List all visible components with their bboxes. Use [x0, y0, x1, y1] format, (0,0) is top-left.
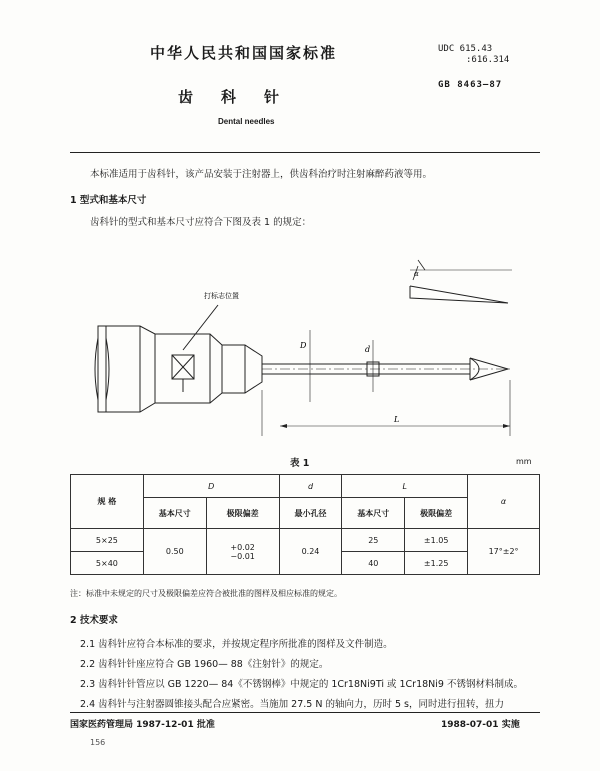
section2-item: 2.2 齿科针针座应符合 GB 1960— 88《注射针》的规定。 — [80, 659, 329, 670]
angle-label: α — [414, 270, 419, 278]
sub-basic: 基本尺寸 — [143, 498, 206, 529]
approved-date: 国家医药管理局 1987-12-01 批准 — [70, 720, 215, 730]
page-number: 156 — [90, 738, 106, 747]
sub-basic-L: 基本尺寸 — [342, 498, 405, 529]
table-unit: mm — [516, 457, 532, 466]
udc-line-1: UDC 615.43 — [438, 44, 493, 54]
section1-heading: 1 型式和基本尺寸 — [70, 195, 147, 206]
D-basic: 0.50 — [143, 529, 206, 575]
mark-label: 打标志位置 — [204, 292, 239, 300]
gb-number: GB 8463—87 — [438, 80, 503, 90]
row-spec: 5×25 — [71, 529, 144, 552]
doc-title-en: Dental needles — [218, 117, 275, 126]
table-row — [71, 529, 540, 552]
section2-item: 2.4 齿科针与注射器圆锥接头配合应紧密。当施加 27.5 N 的轴向力，历时 5 s，同时进行扭转，扭力 — [80, 699, 504, 710]
effective-date: 1988-07-01 实施 — [441, 720, 520, 730]
udc-line-2: :616.314 — [466, 55, 510, 65]
D-tol-upper: +0.02 — [230, 542, 255, 552]
dim-D-label: D — [300, 341, 307, 350]
L-basic: 25 — [342, 529, 405, 552]
L-tol: ±1.25 — [405, 552, 468, 575]
table-caption: 表 1 — [290, 458, 310, 469]
col-spec: 规 格 — [71, 475, 144, 529]
table-note: 注：标准中未规定的尺寸及极限偏差应符合被批准的图样及相应标准的规定。 — [70, 589, 342, 598]
doc-title-cn: 齿科针 — [178, 88, 308, 106]
col-d: d — [279, 475, 342, 498]
section2-item: 2.1 齿科针应符合本标准的要求，并按规定程序所批准的图样及文件制造。 — [80, 639, 393, 650]
intro-text: 本标准适用于齿科针，该产品安装于注射器上，供齿科治疗时注射麻醉药液等用。 — [90, 169, 433, 180]
section2-heading: 2 技术要求 — [70, 615, 118, 626]
footer-rule — [70, 712, 540, 713]
sub-min-bore: 最小孔径 — [279, 498, 342, 529]
L-tol: ±1.05 — [405, 529, 468, 552]
sub-tolerance-L: 极限偏差 — [405, 498, 468, 529]
col-alpha: α — [468, 475, 540, 529]
section2-item: 2.3 齿科针针管应以 GB 1220— 84《不锈钢棒》中规定的 1Cr18Ni9Ti 或 1Cr18Ni9 不锈钢材料制成。 — [80, 679, 523, 690]
d-min: 0.24 — [279, 529, 342, 575]
dim-L-label: L — [394, 415, 400, 424]
D-tol-lower: −0.01 — [230, 551, 255, 561]
section1-text: 齿科针的型式和基本尺寸应符合下图及表 1 的规定： — [90, 217, 312, 228]
col-L: L — [342, 475, 468, 498]
spec-table — [70, 474, 540, 575]
sub-tolerance: 极限偏差 — [206, 498, 279, 529]
row-spec: 5×40 — [71, 552, 144, 575]
col-D: D — [143, 475, 279, 498]
dim-d-label: d — [365, 345, 371, 354]
standard-title: 中华人民共和国国家标准 — [150, 44, 338, 62]
D-tolerance — [206, 529, 279, 575]
L-basic: 40 — [342, 552, 405, 575]
alpha-value: 17°±2° — [468, 529, 540, 575]
